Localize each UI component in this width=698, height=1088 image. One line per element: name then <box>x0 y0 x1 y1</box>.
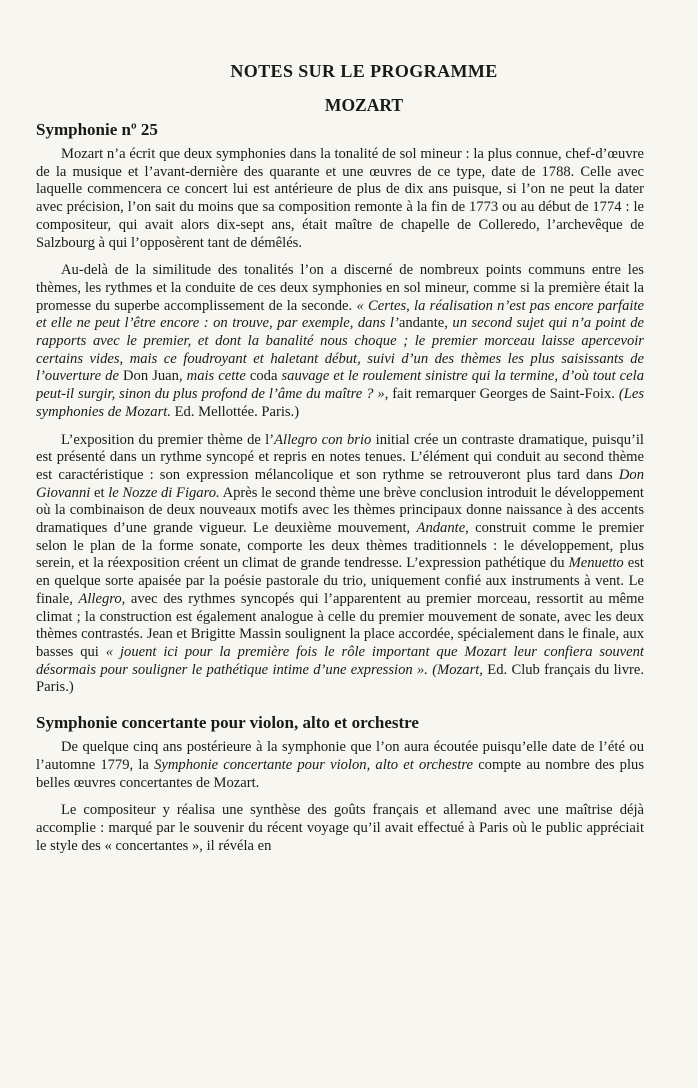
text-segment: construit comme le premier selon le plan de la forme sonate, comporte les deux thèmes traditionnels : le développement, plus serein, et la réexposition créent un climat de grande tendresse. L’expression pathétique du <box>36 520 644 572</box>
text-segment: et <box>90 484 109 501</box>
book-title: (Les symphonies de Mozart. <box>36 386 644 420</box>
quote-segment: « jouent ici pour la première fois le rôle important que Mozart leur confiera souvent désormais pour souligner le pathétique intime d’une expression ». (Mozart, <box>36 643 644 678</box>
work-title: Don Giovanni <box>36 466 644 501</box>
quote-segment: mais cette <box>186 368 250 385</box>
text-segment: est en quelque sorte apaisée par la poésie pastorale du trio, uniquement confié aux instruments à vent. Le finale, <box>36 555 644 607</box>
text-segment: andante, <box>398 315 453 332</box>
tempo-marking: Allegro con brio <box>274 431 372 448</box>
paragraph-intro: Mozart n’a écrit que deux symphonies dans la tonalité de sol mineur : la plus connue, chef-d’œuvre de la musique et l’avant-dernière des quarante et une œuvres de ce type, date de 1788. Celle avec laquelle commencera ce concert lui est antérieure de plus de dix ans puisque, si l’on ne peut la dater avec précision, l’on sait du moins que sa composition remonte à la fin de 1773 ou au début de 1774 : le compositeur, qui avait alors dix-sept ans, était maître de chapelle de Colleredo, l’archevêque de Salzbourg à qui l’opposèrent tant de démêlés. <box>36 146 644 251</box>
paragraph-analysis <box>36 432 644 698</box>
paragraph-concertante-intro <box>36 739 644 792</box>
work-title: le Nozze di Figaro. <box>108 484 220 501</box>
section-title-symphonie-25: Symphonie nº 25 <box>36 120 158 139</box>
text-segment: Don Juan, <box>123 368 187 385</box>
section-title-symphonie-concertante: Symphonie concertante pour violon, alto et orchestre <box>36 713 419 733</box>
text-segment: avec des rythmes syncopés qui l’apparentent au premier morceau, ressortit au même climat ; la construction est également analogue à celle du premier mouvement de sonate, avec les deux thèmes contrastés. Jean et Brigitte Massin soulignent la place accordée, spécialement dans le finale, aux basses qui <box>36 590 644 660</box>
quote-segment: sauvage et le roulement sinistre qui la termine, d’où tout cela peut-il surgir, sinon du plus profond de l’âme du maître ? », <box>36 368 644 403</box>
text-segment: Après le second thème une brève conclusion introduit le développement où la combinaison de deux nouveaux motifs avec les thèmes principaux donne naissance à des accents dramatiques d’une grande vigueur. Le deuxième mouvement, <box>36 484 644 537</box>
text-segment: initial crée un contraste dramatique, puisqu’il est présenté dans un rythme syncopé et repris en notes tenues. L’élément qui conduit au second thème est caractéristique : son expression mélancolique et son rythme se retrouveront plus tard dans <box>36 431 644 483</box>
text-segment: Ed. Mellottée. Paris.) <box>174 403 300 420</box>
paragraph-similitude <box>36 262 644 421</box>
tempo-marking: Andante, <box>416 520 469 537</box>
text-segment: compte au nombre des plus belles œuvres concertantes de Mozart. <box>36 756 644 791</box>
work-title: Symphonie concertante pour violon, alto et orchestre <box>154 756 474 773</box>
page-title: NOTES SUR LE PROGRAMME <box>230 61 498 81</box>
tempo-marking: Menuetto <box>568 555 624 572</box>
text-segment: Au-delà de la similitude des tonalités l’on a discerné de nombreux points communs entre les thèmes, les rythmes et la conduite de ces deux symphonies en sol mineur, comme si la première était la promesse du superbe accomplissement de la seconde. <box>36 262 644 314</box>
page-content <box>36 56 644 1076</box>
tempo-marking: Allegro, <box>78 590 126 607</box>
composer-name: MOZART <box>324 95 404 115</box>
paragraph-concertante-synthese: Le compositeur y réalisa une synthèse des goûts français et allemand avec une maîtrise déjà accomplie : marqué par le souvenir du récent voyage qu’il avait effectué à Paris où le public appréciait le style des « concertantes », il révéla en <box>36 802 644 854</box>
text-segment: De quelque cinq ans postérieure à la symphonie que l’on aura écoutée puisqu’elle date de l’été ou l’automne 1779, la <box>36 739 644 773</box>
text-segment: Ed. Club français du livre. Paris.) <box>36 661 644 696</box>
text-segment: coda <box>249 368 282 385</box>
text-segment: L’exposition du premier thème de l’ <box>61 431 275 448</box>
text-segment: fait remarquer Georges de Saint-Foix. <box>392 386 619 403</box>
quote-segment: un second sujet qui n’a point de rapports avec le premier, et dont la banalité nous choque ; le premier morceau laisse apercevoir certains vides, mais ce foudroyant et haletant début, suivi d’un des thèmes les plus saisissants de l’ouverture de <box>36 315 644 385</box>
quote-segment: « Certes, la réalisation n’est pas encore parfaite et elle ne peut l’être encore : on trouve, par exemple, dans l’ <box>36 297 644 332</box>
